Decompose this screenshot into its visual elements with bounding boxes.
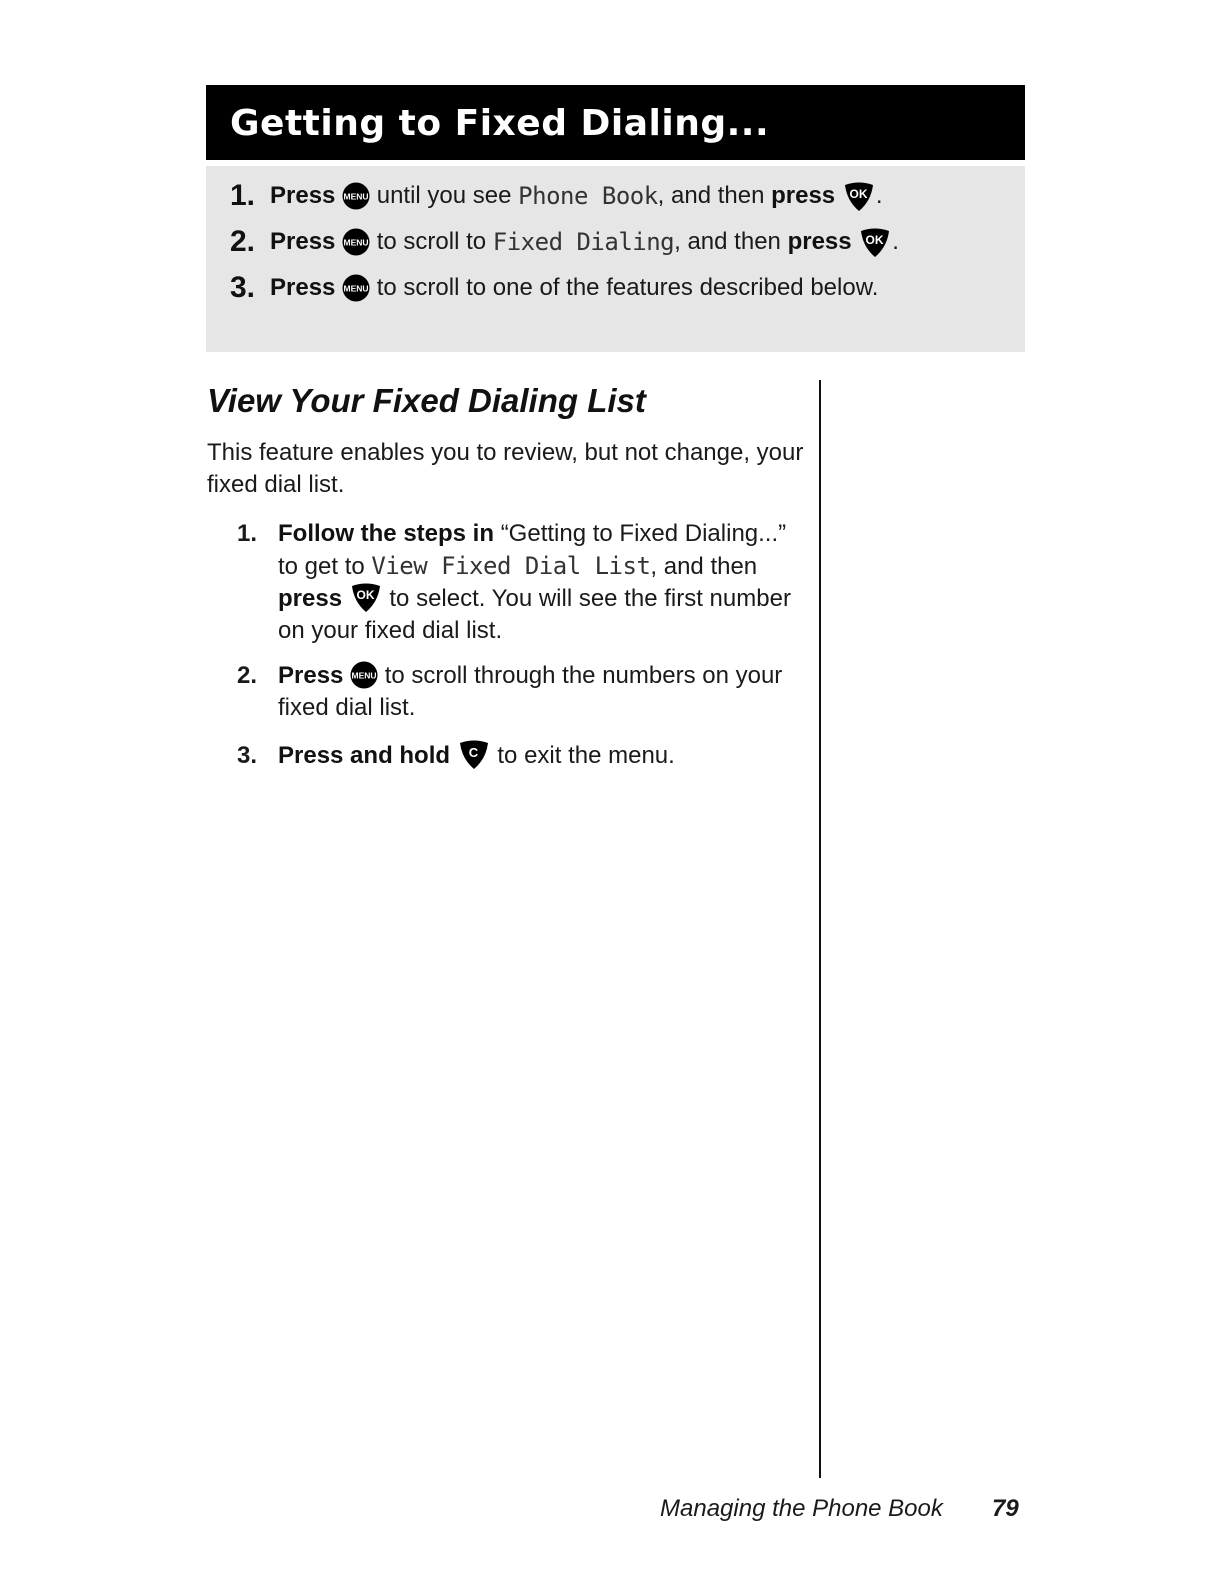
step-bold: Press and hold xyxy=(278,742,451,769)
page-number: 79 xyxy=(992,1495,1019,1522)
step-number: 3. xyxy=(237,742,258,769)
column-divider xyxy=(819,380,821,1478)
step-number: 3. xyxy=(230,271,256,304)
clear-key-icon xyxy=(457,737,491,771)
step-text: to select. You will see the first number on your fixed dial list. xyxy=(278,585,791,644)
press-label: Press xyxy=(270,228,336,255)
step-text: , and then xyxy=(650,553,758,580)
step-number: 1. xyxy=(230,179,256,212)
lcd-text-view-fixed-dial-list: View Fixed Dial List xyxy=(371,552,651,580)
menu-key-icon xyxy=(350,661,378,689)
step-end: . xyxy=(875,182,883,209)
step-text: to scroll to xyxy=(376,228,487,255)
section-title: View Your Fixed Dialing List xyxy=(207,382,646,419)
step-text: “Getting to Fixed Dialing...” to get to xyxy=(278,520,787,580)
press-label: press xyxy=(278,585,343,612)
view-step-1 xyxy=(237,518,797,647)
press-label: Press xyxy=(270,274,336,301)
press-label: Press xyxy=(270,182,336,209)
view-step-2 xyxy=(237,660,797,724)
step-bold: Follow the steps in xyxy=(278,520,495,547)
step-number: 1. xyxy=(237,520,258,547)
menu-key-icon xyxy=(342,182,370,210)
getting-steps-panel xyxy=(206,166,1025,352)
section-intro: This feature enables you to review, but not change, your fixed dial list. xyxy=(207,439,804,498)
view-step-3 xyxy=(237,740,797,772)
step-end: . xyxy=(892,228,899,255)
press-label: press xyxy=(787,228,852,255)
step-number: 2. xyxy=(230,225,256,258)
menu-key-icon xyxy=(342,228,370,256)
getting-step-1 xyxy=(230,180,883,212)
ok-key-icon xyxy=(349,580,383,614)
step-text: to scroll to one of the features described below. xyxy=(376,274,879,301)
step-text: , and then xyxy=(674,228,781,255)
footer-title: Managing the Phone Book xyxy=(660,1495,943,1522)
section-header-bar xyxy=(206,85,1025,160)
lcd-text-phone-book: Phone Book xyxy=(518,182,658,210)
step-text: , and then xyxy=(657,182,765,209)
getting-step-2 xyxy=(230,226,899,258)
menu-key-icon xyxy=(342,274,370,302)
press-label: press xyxy=(771,182,836,209)
getting-step-3 xyxy=(230,272,878,304)
ok-key-icon xyxy=(842,179,876,213)
lcd-text-fixed-dialing: Fixed Dialing xyxy=(492,228,675,256)
step-bold: Press xyxy=(278,662,344,689)
step-text: to exit the menu. xyxy=(497,742,675,769)
step-text: to scroll through the numbers on your fixed dial list. xyxy=(278,662,783,721)
step-number: 2. xyxy=(237,662,258,689)
step-text: until you see xyxy=(376,182,512,209)
header-title: Getting to Fixed Dialing... xyxy=(230,103,770,144)
ok-key-icon xyxy=(858,225,892,259)
